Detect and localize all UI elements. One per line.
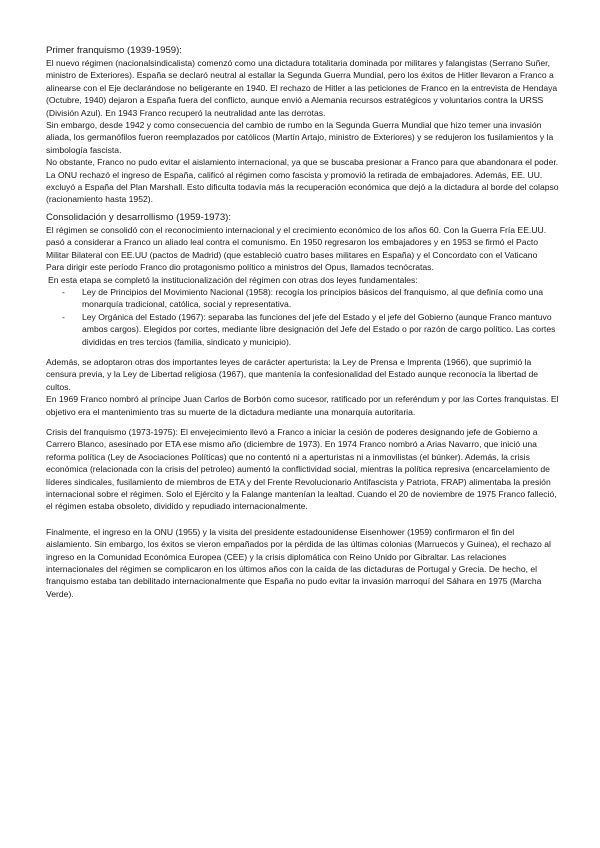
paragraph: Sin embargo, desde 1942 y como consecuencia del cambio de rumbo en la Segunda Guerra Mundial que hizo temer una invasión aliada, los germanófilos fueron reemplazados por católicos (Martín Artajo, ministro de Exteriores) y se redujeron los fusilamientos y la simbología fascista. (46, 120, 554, 155)
section-primer-franquismo (46, 44, 560, 206)
list-dash: - (62, 311, 65, 322)
list-item (62, 311, 560, 348)
section-consolidacion (46, 211, 560, 418)
paragraph: En esta etapa se completó la institucionalización del régimen con otras dos leyes fundamentales: (48, 274, 418, 285)
paragraph: Crisis del franquismo (1973-1975): El envejecimiento llevó a Franco a iniciar la cesión de poderes designando jefe de Gobierno a Carrero Blanco, asesinado por ETA ese mismo año (diciembre de 1973). En 1974 Franco nombró a Arias Navarro, que inició una reforma política (Ley de Asociaciones Políticas) que no contentó ni a aperturistas ni a inmovilistas (el búnker). Además, la crisis económica (relacionada con la crisis del petroleo) aumentó la conflictividad social, mientras la política represiva (encarcelamiento de líderes sindicales, fusilamiento de miembros de ETA y del Frente Revolucionario Antifascista y Patriota, FRAP) alimentaba la presión internacional sobre el régimen. Solo el Ejército y la Falange mantenían la lealtad. Cuando el 20 de noviembre de 1975 Franco falleció, el régimen estaba obsoleto, dividido y repudiado internacionalmente. (46, 426, 557, 512)
paragraph: El nuevo régimen (nacionalsindicalista) comenzó como una dictadura totalitaria dominada por militares y falangistas (Serrano Suñer, ministro de Exteriores). España se declaró neutral al estallar la Segunda Guerra Mundial, pero los éxitos de Hitler llevaron a Franco a alinearse con el Eje declarándose no beligerante en 1940. El rechazo de Hitler a las peticiones de Franco en la entrevista de Hendaya (Octubre, 1940) dejaron a España fuera del conflicto, aunque envió a Alemania recursos estratégicos y voluntarios contra la URSS (División Azul). En 1943 Franco recuperó la neutralidad ante las derrotas. (46, 58, 558, 118)
section-crisis (46, 426, 560, 513)
paragraph: Finalmente, el ingreso en la ONU (1955) y la visita del presidente estadounidense Eisenhower (1959) confirmaron el fin del aislamiento. Sin embargo, los éxitos se vieron empañados por la pérdida de las últimas colonias (Marruecos y Guinea), el rechazo al ingreso en la Comunidad Económica Europea (CEE) y la crisis diplomática con Reino Unido por Gibraltar. Las relaciones internacionales del régimen se complicaron en los últimos años con la caída de las dictaduras de Portugal y Grecia. De hecho, el franquismo estaba tan debilitado internacionalmente que España no pudo evitar la invasión marroquí del Sáhara en 1975 (Marcha Verde). (46, 526, 551, 599)
list-item (62, 286, 560, 311)
section-heading: Consolidación y desarrollismo (1959-1973): (46, 211, 232, 223)
paragraph: Además, se adoptaron otras dos importantes leyes de carácter aperturista: la Ley de Prensa e Imprenta (1966), que suprimió la censura previa, y la Ley de Libertad religiosa (1967), que mantenía la confesionalidad del Estado aunque reconocía la libertad de cultos. (46, 356, 539, 392)
list-dash: - (62, 286, 65, 297)
paragraph: No obstante, Franco no pudo evitar el aislamiento internacional, ya que se buscaba presionar a Franco para que abandonara el poder. La ONU rechazó el ingreso de España, calificó al régimen como fascista y promovió la retirada de embajadores. Además, EE. UU. excluyó a España del Plan Marshall. Esto dificulta todavía más la recuperación económica que dejó a la dictadura al borde del colapso (racionamiento hasta 1952). (46, 157, 559, 205)
paragraph: Para dirigir este período Franco dio protagonismo político a ministros del Opus, llamados tecnócratas. (46, 262, 434, 273)
section-heading: Primer franquismo (1939-1959): (46, 45, 182, 56)
laws-list (46, 286, 560, 348)
paragraph: El régimen se consolidó con el reconocimiento internacional y el crecimiento económico de los años 60. Con la Guerra Fría EE.UU. pasó a considerar a Franco un aliado leal contra el comunismo. En 1950 regresaron los embajadores y en 1953 se firmó el Pacto Militar Bilateral con EE.UU (pactos de Madrid) (que estableció cuatro bases militares en España) y el Concordato con el Vaticano (46, 224, 547, 260)
paragraph: En 1969 Franco nombró al príncipe Juan Carlos de Borbón como sucesor, ratificado por un referéndum y por las Cortes franquistas. El objetivo era el mantenimiento tras su muerte de la dictadura mediante una monarquía autoritaria. (46, 394, 559, 417)
section-final (46, 526, 560, 600)
list-item-text: Ley Orgánica del Estado (1967): separaba las funciones del jefe del Estado y el jefe del Gobierno (aunque Franco mantuvo ambos cargos). Elegidos por cortes, mediante libre designación del Jefe del Estado o por razón de cargo político. Las cortes divididas en tres tercios (familia, sindicato y municipio). (82, 311, 556, 347)
list-item-text: Ley de Principios del Movimiento Nacional (1958): recogía los principios básicos del franquismo, al que definía como una monarquía tradicional, católica, social y representativa. (82, 286, 543, 310)
